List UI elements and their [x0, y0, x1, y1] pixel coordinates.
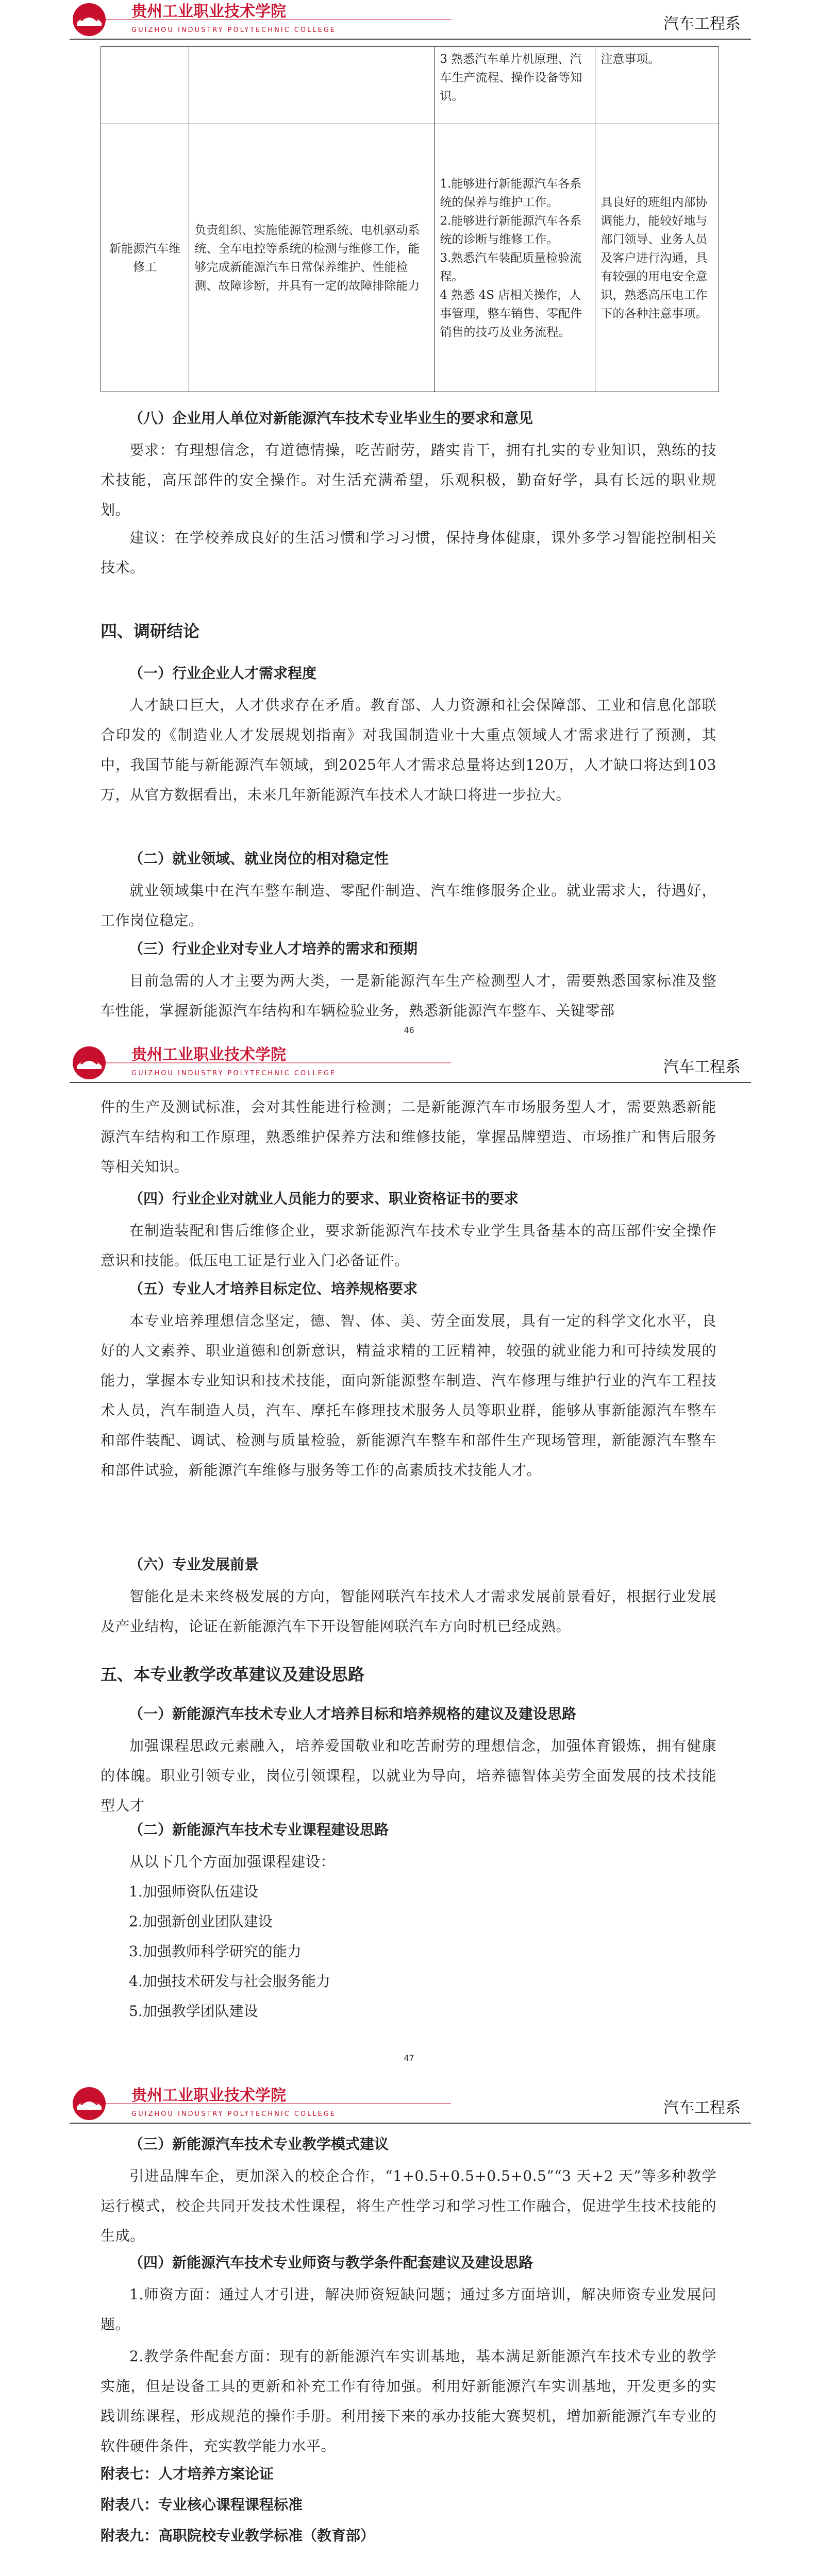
page-48: [0, 2084, 818, 2576]
paragraph: 目前急需的人才主要为两大类，一是新能源汽车生产检测型人才，需要熟悉国家标准及整车性能，掌握新能源汽车结构和车辆检验业务，熟悉新能源汽车整车、关键零部: [101, 972, 716, 1019]
paragraph: 在制造装配和售后维修企业，要求新能源汽车技术专业学生具备基本的高压部件安全操作意识和技能。低压电工证是行业入门必备证件。: [101, 1222, 716, 1269]
chapter-heading: 五、本专业教学改革建议及建设思路: [101, 1665, 365, 1684]
section-heading: （八）企业用人单位对新能源汽车技术专业毕业生的要求和意见: [129, 410, 533, 427]
table-cell: [595, 47, 719, 124]
list-item: 2.加强新创业团队建设: [129, 1913, 273, 1930]
job-skill-cell: [435, 124, 595, 392]
attachment-item: 附表九：高职院校专业教学标准（教育部）: [101, 2527, 375, 2544]
paragraph: 1.师资方面：通过人才引进，解决师资短缺问题；通过多方面培训，解决师资专业发展问题。: [101, 2286, 716, 2333]
attachment-item: 附表八：专业核心课程课程标准: [101, 2496, 303, 2513]
cell-line: 具良好的班组内部协调能力，能较好地与部门领导、业务人员及客户进行沟通，具有较强的用电安全意识，熟悉高压电工作下的各种注意事项。: [600, 195, 708, 320]
department-name: 汽车工程系: [663, 15, 741, 33]
job-title-cell: 新能源汽车维修工: [101, 124, 189, 392]
paragraph: 建议：在学校养成良好的生活习惯和学习习惯，保持身体健康，课外多学习智能控制相关技术。: [101, 529, 716, 576]
chapter-heading: 四、调研结论: [101, 621, 200, 641]
table-cell: [435, 47, 595, 124]
paragraph: 2.教学条件配套方面：现有的新能源汽车实训基地，基本满足新能源汽车技术专业的教学实施，但是设备工具的更新和补充工作有待加强。利用好新能源汽车实训基地，开发更多的实践训练课程，形成规范的操作手册。利用接下来的承办技能大赛契机，增加新能源汽车专业的软件硬件条件，充实教学能力水平。: [101, 2348, 716, 2454]
page-number: 46: [404, 1025, 414, 1035]
cell-line: 3.熟悉汽车装配质量检验流程。: [440, 251, 582, 283]
page-header: [70, 0, 751, 40]
page-46: [0, 0, 818, 1041]
section-heading: （二）新能源汽车技术专业课程建设思路: [129, 1821, 389, 1838]
section-heading: （三）新能源汽车技术专业教学模式建议: [129, 2136, 389, 2153]
paragraph: 智能化是未来终极发展的方向，智能网联汽车技术人才需求发展前景看好，根据行业发展及产业结构，论证在新能源汽车下开设智能网联汽车方向时机已经成熟。: [101, 1588, 716, 1635]
school-name-en: GUIZHOU INDUSTRY POLYTECHNIC COLLEGE: [131, 26, 337, 34]
list-item: 1.加强师资队伍建设: [129, 1883, 258, 1900]
job-table: [101, 46, 719, 392]
cell-line: 4 熟悉 4S 店相关操作，人事管理，整车销售、零配件销售的技巧及业务流程。: [440, 288, 582, 339]
department-name: 汽车工程系: [663, 1058, 741, 1076]
cell-line: 1.能够进行新能源汽车各系统的保养与维护工作。: [440, 177, 582, 209]
section-heading: （四）新能源汽车技术专业师资与教学条件配套建议及建设思路: [129, 2254, 533, 2271]
paragraph: 引进品牌车企，更加深入的校企合作，“1+0.5+0.5+0.5+0.5”“3 天+2 天”等多种教学运行模式，校企共同开发技术性课程，将生产性学习和学习性工作融合，促进学生技术技能的生成。: [101, 2167, 716, 2244]
job-quality-cell: [595, 124, 719, 392]
page-number: 47: [404, 2053, 414, 2063]
school-name-en: GUIZHOU INDUSTRY POLYTECHNIC COLLEGE: [131, 2110, 337, 2118]
section-heading: （四）行业企业对就业人员能力的要求、职业资格证书的要求: [129, 1190, 519, 1207]
paragraph: 从以下几个方面加强课程建设：: [129, 1853, 336, 1870]
department-name: 汽车工程系: [663, 2099, 741, 2117]
school-logo: [70, 1043, 461, 1079]
section-heading: （三）行业企业对专业人才培养的需求和预期: [129, 940, 418, 957]
school-name-cn: 贵州工业职业技术学院: [131, 3, 286, 21]
list-item: 3.加强教师科学研究的能力: [129, 1943, 302, 1960]
school-logo: [70, 2084, 461, 2120]
table-cell: [189, 47, 435, 124]
section-heading: （一）行业企业人才需求程度: [129, 665, 317, 682]
school-name-cn: 贵州工业职业技术学院: [131, 1046, 286, 1064]
list-item: 5.加强教学团队建设: [129, 2003, 258, 2020]
section-heading: （一）新能源汽车技术专业人才培养目标和培养规格的建议及建设思路: [129, 1705, 577, 1722]
page-header: [70, 1043, 751, 1083]
section-heading: （二）就业领域、就业岗位的相对稳定性: [129, 850, 389, 867]
table-cell: [101, 47, 189, 124]
attachment-item: 附表七：人才培养方案论证: [101, 2465, 274, 2482]
section-heading: （五）专业人才培养目标定位、培养规格要求: [129, 1280, 418, 1297]
cell-line: 注意事项。: [600, 53, 660, 66]
paragraph: 人才缺口巨大，人才供求存在矛盾。教育部、人力资源和社会保障部、工业和信息化部联合印发的《制造业人才发展规划指南》对我国制造业十大重点领域人才需求进行了预测，其中，我国节能与新能源汽车领域，到2025年人才需求总量将达到120万，人才缺口将达到103万，从官方数据看出，未来几年新能源汽车技术人才缺口将进一步拉大。: [101, 697, 716, 803]
school-name-cn: 贵州工业职业技术学院: [131, 2087, 286, 2105]
cell-line: 2.能够进行新能源汽车各系统的诊断与维修工作。: [440, 214, 582, 246]
page-47: [0, 1043, 818, 2079]
table-row: [101, 124, 719, 392]
school-logo: [70, 0, 461, 36]
school-name-en: GUIZHOU INDUSTRY POLYTECHNIC COLLEGE: [131, 1070, 337, 1077]
table-row: [101, 47, 719, 124]
section-heading: （六）专业发展前景: [129, 1556, 259, 1573]
paragraph: 就业领域集中在汽车整车制造、零配件制造、汽车维修服务企业。就业需求大，待遇好，工作岗位稳定。: [101, 882, 716, 929]
paragraph: 加强课程思政元素融入，培养爱国敬业和吃苦耐劳的理想信念，加强体育锻炼，拥有健康的体魄。职业引领专业，岗位引领课程，以就业为导向，培养德智体美劳全面发展的技术技能型人才: [101, 1737, 716, 1814]
job-duty-cell: 负责组织、实施能源管理系统、电机驱动系统、全车电控等系统的检测与维修工作，能够完成新能源汽车日常保养维护、性能检测、故障诊断，并具有一定的故障排除能力: [189, 124, 435, 392]
cell-line: 3 熟悉汽车单片机原理、汽车生产流程、操作设备等知识。: [440, 53, 582, 103]
paragraph: 本专业培养理想信念坚定，德、智、体、美、劳全面发展，具有一定的科学文化水平，良好的人文素养、职业道德和创新意识，精益求精的工匠精神，较强的就业能力和可持续发展的能力，掌握本专业知识和技术技能，面向新能源整车制造、汽车修理与维护行业的汽车工程技术人员，汽车制造人员，汽车、摩托车修理技术服务人员等职业群，能够从事新能源汽车整车和部件装配、调试、检测与质量检验，新能源汽车整车和部件生产现场管理，新能源汽车整车和部件试验，新能源汽车维修与服务等工作的高素质技术技能人才。: [101, 1312, 716, 1479]
paragraph: 要求：有理想信念，有道德情操，吃苦耐劳，踏实肯干，拥有扎实的专业知识，熟练的技术技能，高压部件的安全操作。对生活充满希望，乐观积极，勤奋好学，具有长远的职业规划。: [101, 442, 716, 518]
list-item: 4.加强技术研发与社会服务能力: [129, 1973, 330, 1990]
page-header: [70, 2084, 751, 2124]
paragraph: 件的生产及测试标准，会对其性能进行检测；二是新能源汽车市场服务型人才，需要熟悉新能源汽车结构和工作原理，熟悉维护保养方法和维修技能，掌握品牌塑造、市场推广和售后服务等相关知识。: [101, 1098, 716, 1175]
